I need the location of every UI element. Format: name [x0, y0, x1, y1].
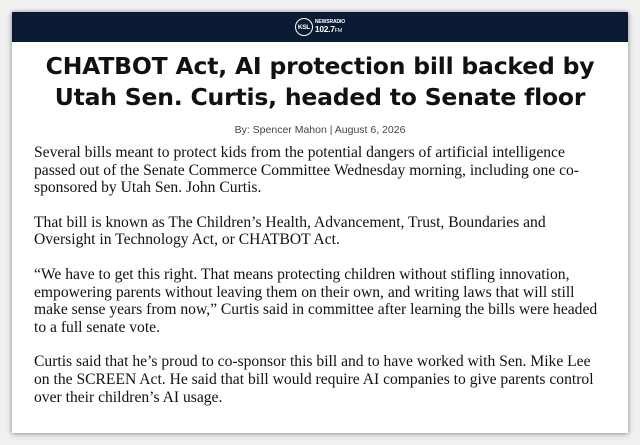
article-paragraph: “We have to get this right. That means protecting children without stifling innovation, empowering parents without leaving them on their own, and writing laws that will still make sense years from now,” Curtis said in committee after learning the bills were headed to a full senate vote. [34, 265, 598, 336]
logo-wordmark [315, 20, 345, 35]
article-card [12, 12, 628, 433]
article-paragraph: That bill is known as The Children’s Health, Advancement, Trust, Boundaries and Oversight in Technology Act, or CHATBOT Act. [34, 213, 546, 249]
logo-frequency [315, 25, 345, 35]
article-byline: By: Spencer Mahon | August 6, 2026 [234, 124, 406, 136]
article-paragraph: Curtis said that he’s proud to co-sponsor this bill and to have worked with Sen. Mike Lee on the SCREEN Act. He said that bill would require AI companies to give parents control over their children’s AI usage. [34, 353, 594, 406]
article-paragraph: Several bills meant to protect kids from the potential dangers of artificial intelligence passed out of the Senate Commerce Committee Wednesday morning, including one co-sponsored by Utah Sen. John Curtis. [34, 144, 579, 197]
article-headline: CHATBOT Act, AI protection bill backed by Utah Sen. Curtis, headed to Senate floor [45, 52, 595, 111]
logo-newsradio-text: NEWSRADIO [314, 18, 346, 25]
site-header-bar [12, 12, 628, 42]
article-body [34, 144, 610, 406]
ksl-logo-icon: KSL [295, 18, 313, 36]
ksl-newsradio-logo[interactable] [295, 18, 345, 36]
logo-frequency-number: 102.7 [314, 23, 335, 34]
logo-band: FM [334, 27, 343, 34]
